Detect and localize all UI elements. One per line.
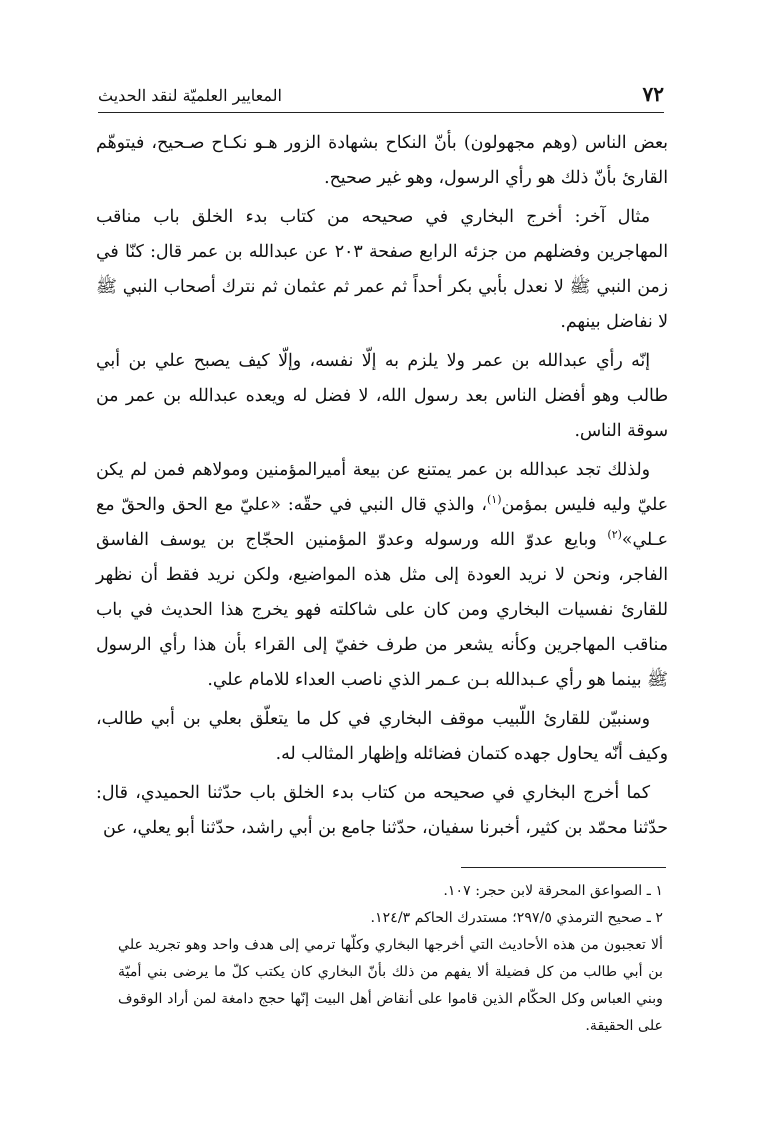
paragraph-2: مثال آخر: أخرج البخاري في صحيحه من كتاب بدء الخلق باب مناقب المهاجرين وفضلهم من جزئه الرابع صفحة ٢٠٣ عن عبدالله بن عمر قال: كنّا في زمن النبي ﷺ لا نعدل بأبي بكر أحداً ثم عمر ثم عثمان ثم نترك أصحاب النبي ﷺ لا نفاضل بينهم. bbox=[96, 207, 668, 332]
main-text bbox=[96, 126, 668, 850]
footnote-2-comment: ألا تعجبون من هذه الأحاديث التي أخرجها البخاري وكلّها ترمي إلى هدف واحد وهو تجريد علي بن أبي طالب من كل فضيلة ألا يفهم من ذلك بأنّ البخاري كان يكتب كلّ ما يرضى بني أميّة وبني العباس وكل الحكّام الذين قاموا على أنقاض أهل البيت إنّها حجج دامغة لمن أراد الوقوف على الحقيقة. bbox=[118, 937, 663, 1034]
footnote-2: ٢ ـ صحيح الترمذي ٢٩٧/٥؛ مستدرك الحاكم ١٢٤/٣. bbox=[370, 910, 663, 926]
footnote-ref-2: (٢) bbox=[607, 528, 622, 542]
paragraph-1: بعض الناس (وهم مجهولون) بأنّ النكاح بشهادة الزور هـو نكـاح صـحيح، فيتوهّم القارئ بأنّ ذلك هو رأي الرسول، وهو غير صحيح. bbox=[96, 133, 668, 188]
paragraph-6: كما أخرج البخاري في صحيحه من كتاب بدء الخلق باب حدّثنا الحميدي، قال: حدّثنا محمّد بن كثير، أخبرنا سفيان، حدّثنا جامع بن أبي راشد، حدّثنا أبو يعلي، عن bbox=[96, 783, 668, 838]
paragraph-4-part-a: ولذلك تجد عبدالله بن عمر يمتنع عن بيعة أميرالمؤمنين ومولاهم فمن لم يكن عليّ وليه فليس بمؤمن bbox=[96, 460, 669, 515]
page-number: ٧٢ bbox=[642, 82, 664, 106]
paragraph-4-part-b: ، والذي قال النبي في حقّه: «عليّ مع الحق والحقّ مع عـلي» bbox=[96, 495, 668, 550]
paragraph-4-part-c: وبايع عدوّ الله ورسوله وعدوّ المؤمنين الحجّاج بن يوسف الفاسق الفاجر، ونحن لا نريد العودة إلى مثل هذه المواضيع، ولكن نريد فقط أن نظهر للقارئ نفسيات البخاري ومن كان على شاكلته فهو يخرج هذا الحديث في باب مناقب المهاجرين وكأنه يشعر من طرف خفيّ إلى القراء بأن هذا رأي الرسول ﷺ بينما هو رأي عـبدالله بـن عـمر الذي ناصب العداء للامام علي. bbox=[96, 530, 668, 690]
footnotes bbox=[118, 878, 663, 1040]
paragraph-4 bbox=[96, 453, 668, 698]
page-header bbox=[98, 78, 664, 113]
footnote-divider bbox=[461, 867, 666, 868]
paragraph-5: وسنبيّن للقارئ اللّبيب موقف البخاري في كل ما يتعلّق بعلي بن أبي طالب، وكيف أنّه يحاول جهده كتمان فضائله وإظهار المثالب له. bbox=[96, 709, 668, 764]
footnote-1: ١ ـ الصواعق المحرقة لابن حجر: ١٠٧. bbox=[443, 883, 663, 899]
paragraph-3: إنّه رأي عبدالله بن عمر ولا يلزم به إلّا نفسه، وإلّا كيف يصبح علي بن أبي طالب وهو أفضل الناس بعد رسول الله، لا فضل له ويعده عبدالله بن عمر من سوقة الناس. bbox=[96, 351, 668, 441]
footnote-ref-1: (١) bbox=[486, 493, 502, 507]
running-title: المعايير العلميّة لنقد الحديث bbox=[98, 86, 282, 105]
